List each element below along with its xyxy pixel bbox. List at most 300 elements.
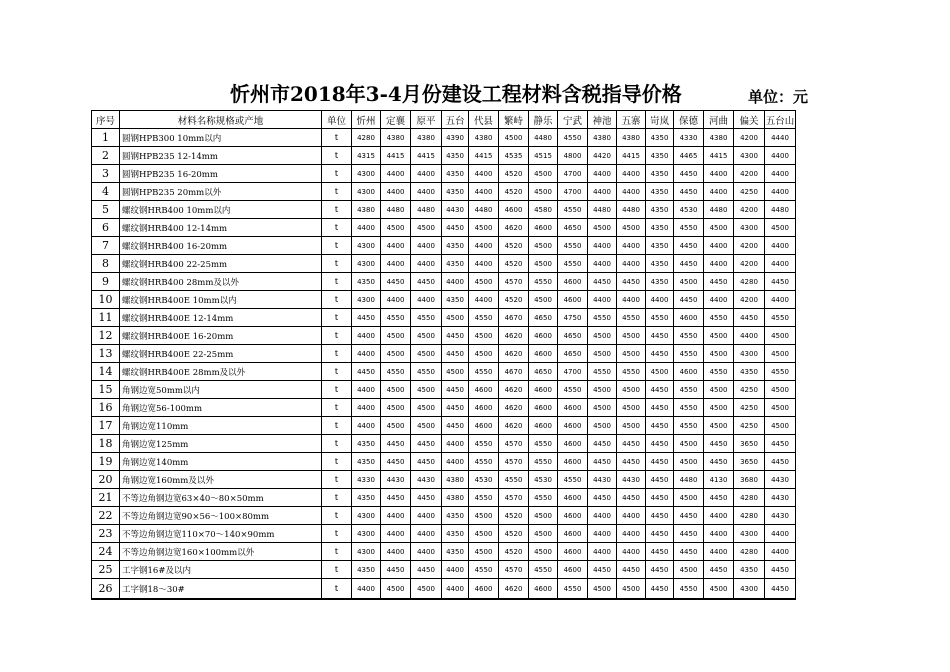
price-cell: 4380 [411, 129, 442, 147]
price-cell: 4300 [734, 219, 765, 237]
price-cell: 4450 [674, 255, 704, 273]
price-cell: 4450 [704, 561, 734, 579]
price-cell: 4400 [765, 147, 796, 165]
material-name: 螺纹钢HRB400E 16-20mm [120, 327, 322, 345]
column-header: 岢岚 [646, 111, 674, 129]
price-cell: 4600 [558, 453, 588, 471]
price-cell: 4800 [558, 147, 588, 165]
price-cell: 4450 [617, 453, 646, 471]
price-cell: 4450 [646, 471, 674, 489]
price-cell: 4500 [704, 417, 734, 435]
material-name: 圆钢HPB300 10mm以内 [120, 129, 322, 147]
price-cell: 4450 [765, 435, 796, 453]
price-cell: 4450 [381, 453, 411, 471]
price-cell: 4450 [765, 561, 796, 579]
price-cell: 4480 [381, 201, 411, 219]
price-cell: 4350 [442, 291, 469, 309]
price-cell: 4480 [588, 201, 617, 219]
material-name: 工字钢18～30# [120, 579, 322, 600]
price-cell: 4500 [617, 219, 646, 237]
row-index: 2 [92, 147, 120, 165]
table-row [92, 453, 796, 471]
price-cell: 4550 [529, 273, 558, 291]
row-index: 11 [92, 309, 120, 327]
row-index: 23 [92, 525, 120, 543]
price-cell: 4570 [499, 489, 529, 507]
price-cell: 4500 [704, 399, 734, 417]
price-cell: 4500 [529, 183, 558, 201]
price-cell: 4620 [499, 381, 529, 399]
price-cell: 4350 [646, 237, 674, 255]
row-index: 8 [92, 255, 120, 273]
price-cell: 4500 [469, 345, 499, 363]
material-name: 螺纹钢HRB400 12-14mm [120, 219, 322, 237]
price-cell: 4450 [588, 561, 617, 579]
price-cell: 4450 [442, 399, 469, 417]
material-name: 螺纹钢HRB400E 10mm以内 [120, 291, 322, 309]
material-unit: t [322, 417, 352, 435]
material-unit: t [322, 489, 352, 507]
price-cell: 4520 [499, 525, 529, 543]
material-unit: t [322, 471, 352, 489]
price-cell: 4550 [674, 327, 704, 345]
price-cell: 4500 [381, 399, 411, 417]
table-row [92, 129, 796, 147]
price-cell: 4450 [674, 165, 704, 183]
price-cell: 4500 [588, 381, 617, 399]
material-name: 圆钢HPB235 16-20mm [120, 165, 322, 183]
price-cell: 4500 [588, 417, 617, 435]
price-cell: 4520 [499, 291, 529, 309]
price-cell: 4600 [529, 327, 558, 345]
price-cell: 4400 [617, 291, 646, 309]
price-cell: 4400 [442, 561, 469, 579]
price-cell: 4500 [617, 345, 646, 363]
price-cell: 4450 [704, 489, 734, 507]
price-cell: 4450 [411, 453, 442, 471]
column-header: 河曲 [704, 111, 734, 129]
price-cell: 4350 [646, 255, 674, 273]
price-cell: 4350 [442, 543, 469, 561]
price-cell: 4520 [499, 165, 529, 183]
price-cell: 4570 [499, 561, 529, 579]
price-cell: 4550 [588, 309, 617, 327]
price-cell: 4515 [529, 147, 558, 165]
price-cell: 4450 [411, 435, 442, 453]
price-cell: 4450 [734, 309, 765, 327]
price-cell: 4600 [674, 309, 704, 327]
price-cell: 4500 [469, 525, 499, 543]
table-row [92, 219, 796, 237]
price-cell: 4350 [646, 129, 674, 147]
price-cell: 4350 [442, 183, 469, 201]
price-cell: 4500 [617, 381, 646, 399]
row-index: 22 [92, 507, 120, 525]
price-cell: 4300 [352, 507, 381, 525]
price-cell: 4400 [411, 507, 442, 525]
price-cell: 4550 [469, 453, 499, 471]
price-cell: 4450 [704, 453, 734, 471]
price-cell: 4450 [646, 327, 674, 345]
price-cell: 4420 [588, 147, 617, 165]
price-cell: 4430 [765, 471, 796, 489]
price-cell: 4550 [674, 579, 704, 600]
price-cell: 4350 [734, 363, 765, 381]
price-cell: 4620 [499, 327, 529, 345]
price-cell: 4550 [469, 435, 499, 453]
price-cell: 4500 [381, 345, 411, 363]
material-unit: t [322, 309, 352, 327]
material-unit: t [322, 201, 352, 219]
price-cell: 4400 [411, 237, 442, 255]
price-cell: 4450 [674, 291, 704, 309]
row-index: 15 [92, 381, 120, 399]
price-cell: 4500 [765, 345, 796, 363]
price-cell: 4350 [442, 507, 469, 525]
price-cell: 4500 [411, 381, 442, 399]
material-name: 不等边角钢边宽63×40～80×50mm [120, 489, 322, 507]
row-index: 21 [92, 489, 120, 507]
price-cell: 4500 [529, 165, 558, 183]
column-header: 宁武 [558, 111, 588, 129]
price-cell: 4500 [529, 291, 558, 309]
price-cell: 4500 [381, 381, 411, 399]
row-index: 17 [92, 417, 120, 435]
material-unit: t [322, 237, 352, 255]
price-cell: 4450 [442, 417, 469, 435]
price-cell: 4530 [469, 471, 499, 489]
price-cell: 4500 [381, 327, 411, 345]
table-row [92, 417, 796, 435]
price-cell: 4400 [734, 327, 765, 345]
price-cell: 4500 [765, 381, 796, 399]
price-cell: 4450 [411, 561, 442, 579]
price-cell: 4450 [442, 381, 469, 399]
price-cell: 4700 [558, 165, 588, 183]
material-name: 角钢边宽125mm [120, 435, 322, 453]
material-unit: t [322, 579, 352, 600]
price-cell: 4450 [588, 273, 617, 291]
price-cell: 4535 [499, 147, 529, 165]
price-cell: 4500 [529, 525, 558, 543]
price-cell: 4400 [765, 165, 796, 183]
price-cell: 4400 [765, 525, 796, 543]
column-header: 材料名称规格或产地 [120, 111, 322, 129]
price-cell: 4530 [674, 201, 704, 219]
price-cell: 4500 [588, 327, 617, 345]
price-cell: 4500 [411, 327, 442, 345]
material-unit: t [322, 507, 352, 525]
price-cell: 4600 [674, 363, 704, 381]
material-name: 不等边角钢边宽160×100mm以外 [120, 543, 322, 561]
price-cell: 3650 [734, 453, 765, 471]
price-cell: 4450 [646, 579, 674, 600]
price-cell: 4650 [558, 327, 588, 345]
material-name: 圆钢HPB235 20mm以外 [120, 183, 322, 201]
price-cell: 4450 [646, 561, 674, 579]
price-cell: 4350 [352, 453, 381, 471]
price-cell: 4600 [558, 543, 588, 561]
price-cell: 4600 [558, 273, 588, 291]
price-cell: 4500 [469, 219, 499, 237]
price-cell: 4350 [352, 435, 381, 453]
row-index: 20 [92, 471, 120, 489]
price-cell: 4400 [646, 291, 674, 309]
price-cell: 3650 [734, 435, 765, 453]
column-header: 繁峙 [499, 111, 529, 129]
price-cell: 4550 [674, 417, 704, 435]
price-cell: 4400 [617, 165, 646, 183]
price-cell: 4450 [352, 363, 381, 381]
material-name: 角钢边宽56-100mm [120, 399, 322, 417]
price-cell: 4620 [499, 219, 529, 237]
row-index: 4 [92, 183, 120, 201]
price-cell: 4430 [617, 471, 646, 489]
material-name: 不等边角钢边宽90×56～100×80mm [120, 507, 322, 525]
price-cell: 4450 [411, 489, 442, 507]
price-cell: 4450 [765, 579, 796, 600]
price-cell: 4500 [704, 345, 734, 363]
price-cell: 4450 [617, 561, 646, 579]
price-cell: 4200 [734, 129, 765, 147]
price-cell: 4450 [588, 489, 617, 507]
price-cell: 4550 [529, 453, 558, 471]
price-cell: 4300 [352, 255, 381, 273]
price-cell: 4400 [442, 453, 469, 471]
price-cell: 4450 [646, 345, 674, 363]
price-cell: 4450 [765, 273, 796, 291]
price-cell: 4300 [352, 543, 381, 561]
price-cell: 4500 [499, 129, 529, 147]
price-cell: 4450 [442, 327, 469, 345]
price-cell: 4500 [617, 327, 646, 345]
price-cell: 4280 [734, 543, 765, 561]
price-cell: 4600 [558, 435, 588, 453]
price-cell: 4350 [442, 525, 469, 543]
table-row [92, 543, 796, 561]
price-cell: 4450 [704, 435, 734, 453]
price-cell: 4500 [646, 363, 674, 381]
row-index: 5 [92, 201, 120, 219]
material-name: 圆钢HPB235 12-14mm [120, 147, 322, 165]
price-cell: 4450 [411, 273, 442, 291]
price-cell: 4480 [674, 471, 704, 489]
price-cell: 4500 [442, 309, 469, 327]
column-header: 偏关 [734, 111, 765, 129]
price-cell: 4450 [646, 399, 674, 417]
price-cell: 4600 [469, 381, 499, 399]
price-cell: 4570 [499, 273, 529, 291]
price-cell: 4500 [529, 255, 558, 273]
price-cell: 4430 [411, 471, 442, 489]
material-name: 螺纹钢HRB400 10mm以内 [120, 201, 322, 219]
column-header: 神池 [588, 111, 617, 129]
price-cell: 4250 [734, 399, 765, 417]
row-index: 19 [92, 453, 120, 471]
price-cell: 4520 [499, 255, 529, 273]
price-cell: 4350 [646, 183, 674, 201]
price-cell: 4600 [499, 201, 529, 219]
price-cell: 4500 [529, 507, 558, 525]
price-cell: 4330 [674, 129, 704, 147]
price-cell: 4250 [734, 183, 765, 201]
price-cell: 4400 [704, 165, 734, 183]
price-cell: 4670 [499, 309, 529, 327]
price-cell: 4300 [352, 165, 381, 183]
price-cell: 4550 [499, 471, 529, 489]
price-cell: 4350 [442, 147, 469, 165]
unit-label: 单位：元 [748, 88, 809, 106]
column-header: 五台山 [765, 111, 796, 129]
row-index: 14 [92, 363, 120, 381]
column-header: 单位 [322, 111, 352, 129]
table-row [92, 345, 796, 363]
price-cell: 4600 [469, 579, 499, 600]
material-unit: t [322, 453, 352, 471]
table-row [92, 183, 796, 201]
material-name: 螺纹钢HRB400E 28mm及以外 [120, 363, 322, 381]
row-index: 7 [92, 237, 120, 255]
price-cell: 4450 [674, 507, 704, 525]
table-row [92, 525, 796, 543]
price-table [91, 110, 796, 600]
price-cell: 4500 [469, 327, 499, 345]
price-cell: 4520 [499, 507, 529, 525]
material-unit: t [322, 435, 352, 453]
price-cell: 4280 [734, 507, 765, 525]
price-cell: 4400 [352, 399, 381, 417]
price-cell: 4550 [558, 579, 588, 600]
price-cell: 4500 [588, 579, 617, 600]
price-cell: 4500 [381, 219, 411, 237]
price-cell: 4550 [558, 201, 588, 219]
price-cell: 4500 [529, 543, 558, 561]
price-cell: 4380 [442, 471, 469, 489]
price-cell: 4400 [765, 237, 796, 255]
row-index: 13 [92, 345, 120, 363]
table-row [92, 363, 796, 381]
price-cell: 4400 [442, 579, 469, 600]
price-cell: 4400 [765, 291, 796, 309]
price-cell: 4350 [646, 147, 674, 165]
price-cell: 4400 [469, 165, 499, 183]
price-cell: 4450 [646, 453, 674, 471]
price-cell: 4450 [646, 525, 674, 543]
price-cell: 4570 [499, 453, 529, 471]
price-cell: 4550 [469, 489, 499, 507]
price-cell: 4450 [674, 237, 704, 255]
price-cell: 4600 [529, 399, 558, 417]
material-unit: t [322, 543, 352, 561]
price-cell: 4480 [765, 201, 796, 219]
price-cell: 4380 [588, 129, 617, 147]
price-cell: 4130 [704, 471, 734, 489]
price-cell: 4300 [734, 525, 765, 543]
price-cell: 4350 [646, 165, 674, 183]
table-body [92, 129, 796, 600]
row-index: 24 [92, 543, 120, 561]
price-cell: 4500 [469, 543, 499, 561]
price-cell: 4500 [765, 327, 796, 345]
price-cell: 4400 [765, 183, 796, 201]
price-cell: 4400 [469, 237, 499, 255]
price-cell: 4390 [442, 129, 469, 147]
price-cell: 4315 [352, 147, 381, 165]
price-cell: 4500 [469, 273, 499, 291]
price-cell: 4400 [617, 525, 646, 543]
column-header: 保德 [674, 111, 704, 129]
price-cell: 4380 [442, 489, 469, 507]
column-header: 定襄 [381, 111, 411, 129]
price-cell: 4550 [558, 381, 588, 399]
table-row [92, 309, 796, 327]
price-cell: 4600 [529, 579, 558, 600]
material-unit: t [322, 381, 352, 399]
column-header: 原平 [411, 111, 442, 129]
price-cell: 4200 [734, 201, 765, 219]
price-cell: 4480 [704, 201, 734, 219]
price-cell: 4600 [558, 399, 588, 417]
price-cell: 4620 [499, 417, 529, 435]
price-cell: 4450 [646, 507, 674, 525]
price-cell: 4400 [411, 291, 442, 309]
table-row [92, 507, 796, 525]
price-cell: 4600 [529, 219, 558, 237]
material-name: 工字钢16#及以内 [120, 561, 322, 579]
price-cell: 4400 [704, 237, 734, 255]
price-cell: 4450 [646, 543, 674, 561]
material-name: 螺纹钢HRB400E 22-25mm [120, 345, 322, 363]
price-cell: 4600 [529, 417, 558, 435]
price-cell: 4500 [674, 273, 704, 291]
price-cell: 4480 [617, 201, 646, 219]
price-cell: 4380 [352, 201, 381, 219]
table-row [92, 435, 796, 453]
row-index: 25 [92, 561, 120, 579]
price-cell: 4620 [499, 345, 529, 363]
price-cell: 4450 [381, 435, 411, 453]
price-cell: 4550 [529, 489, 558, 507]
price-cell: 4500 [411, 345, 442, 363]
price-cell: 4400 [765, 255, 796, 273]
table-row [92, 489, 796, 507]
row-index: 26 [92, 579, 120, 600]
price-cell: 4600 [558, 417, 588, 435]
price-cell: 4380 [704, 129, 734, 147]
price-cell: 4500 [381, 417, 411, 435]
table-row [92, 165, 796, 183]
price-cell: 4400 [381, 237, 411, 255]
material-name: 螺纹钢HRB400 16-20mm [120, 237, 322, 255]
price-cell: 4400 [617, 255, 646, 273]
price-cell: 4650 [529, 309, 558, 327]
price-cell: 4600 [558, 291, 588, 309]
column-header: 五寨 [617, 111, 646, 129]
price-cell: 4500 [674, 435, 704, 453]
table-row [92, 399, 796, 417]
price-cell: 4550 [646, 309, 674, 327]
price-cell: 4500 [411, 399, 442, 417]
price-cell: 4400 [352, 327, 381, 345]
price-cell: 4415 [704, 147, 734, 165]
price-cell: 4350 [646, 219, 674, 237]
price-cell: 4400 [442, 273, 469, 291]
material-unit: t [322, 291, 352, 309]
price-cell: 4520 [499, 183, 529, 201]
price-cell: 4550 [704, 309, 734, 327]
price-cell: 4400 [588, 183, 617, 201]
price-cell: 4450 [617, 489, 646, 507]
